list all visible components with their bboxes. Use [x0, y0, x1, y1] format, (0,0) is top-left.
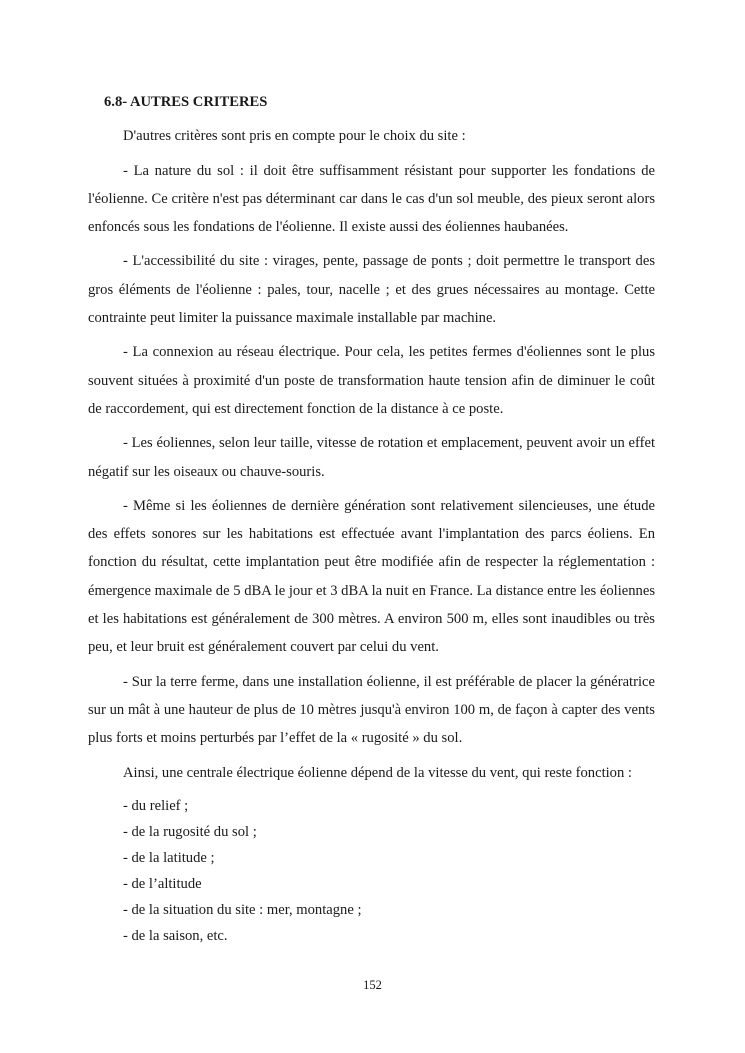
- list-item: - de la situation du site : mer, montagne ;: [123, 901, 362, 918]
- list-item: - de la saison, etc.: [123, 927, 228, 944]
- paragraph-noise: - Même si les éoliennes de dernière génération sont relativement silencieuses, une étude des effets sonores sur les habitations est effectuée avant l'implantation des parcs éoliens. En fonction du résultat, cette implantation peut être modifiée afin de respecter la réglementation : émergence maximale de 5 dBA le jour et 3 dBA la nuit en France. La distance entre les éoliennes et les habitations est généralement de 300 mètres. A environ 500 m, elles sont inaudibles ou très peu, et leur bruit est généralement couvert par celui du vent.: [88, 497, 655, 656]
- paragraph-grid-connection: - La connexion au réseau électrique. Pour cela, les petites fermes d'éoliennes sont le plus souvent situées à proximité d'un poste de transformation haute tension afin de diminuer le coût de raccordement, qui est directement fonction de la distance à ce poste.: [88, 344, 655, 417]
- paragraph-intro: D'autres critères sont pris en compte pour le choix du site :: [123, 128, 466, 145]
- paragraph-wildlife: - Les éoliennes, selon leur taille, vitesse de rotation et emplacement, peuvent avoir un effet négatif sur les oiseaux ou chauve-souris.: [88, 435, 655, 480]
- list-item: - de la rugosité du sol ;: [123, 823, 257, 840]
- page-number: 152: [363, 978, 382, 992]
- list-item: - de l’altitude: [123, 875, 202, 892]
- paragraph-soil-nature: - La nature du sol : il doit être suffisamment résistant pour supporter les fondations de l'éolienne. Ce critère n'est pas déterminant car dans le cas d'un sol meuble, des pieux seront alors enfoncés sous les fondations de l'éolienne. Il existe aussi des éoliennes haubanées.: [88, 162, 655, 236]
- paragraph-site-access: - L'accessibilité du site : virages, pente, passage de ponts ; doit permettre le transport des gros éléments de l'éolienne : pales, tour, nacelle ; et des grues nécessaires au montage. Cette contrainte peut limiter la puissance maximale installable par machine.: [88, 253, 655, 327]
- page-content: [88, 88, 655, 949]
- wind-factors-list: [88, 793, 655, 949]
- paragraph-mast-height: - Sur la terre ferme, dans une installation éolienne, il est préférable de placer la génératrice sur un mât à une hauteur de plus de 10 mètres jusqu'à environ 100 m, de façon à capter des vents plus forts et moins perturbés par l’effet de la « rugosité » du sol.: [88, 673, 655, 747]
- section-heading: 6.8- AUTRES CRITERES: [104, 94, 268, 110]
- list-item: - de la latitude ;: [123, 849, 215, 866]
- list-item: - du relief ;: [123, 797, 189, 814]
- paragraph-wind-factors: Ainsi, une centrale électrique éolienne dépend de la vitesse du vent, qui reste fonction :: [123, 764, 632, 781]
